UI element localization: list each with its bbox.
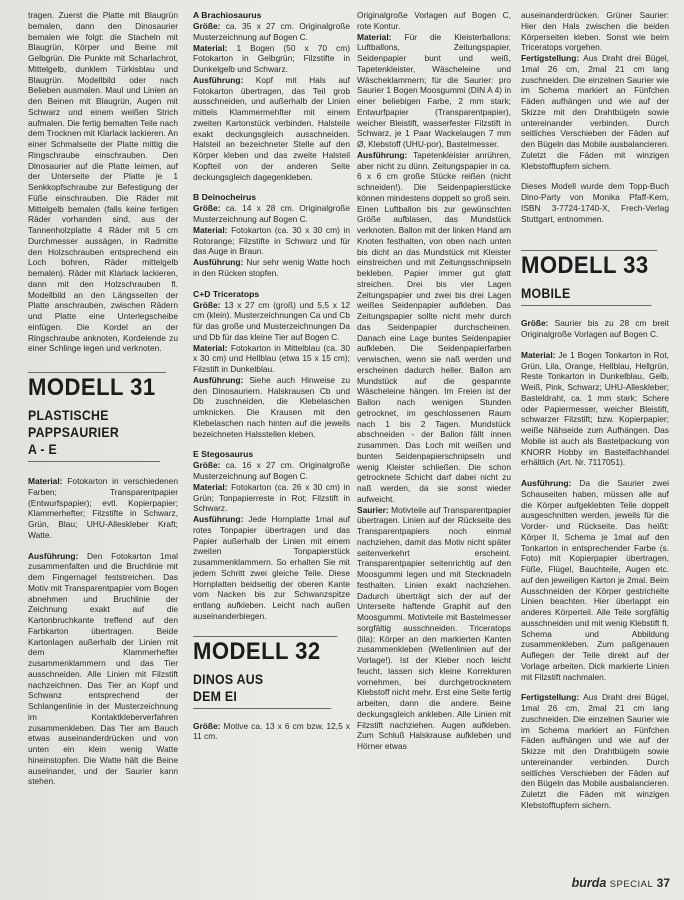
section-title: E Stegosaurus (193, 449, 254, 460)
text: ca. 35 x 27 cm. Originalgroße Musterzeichnung auf Bogen C. (193, 21, 351, 42)
modell-subtitle: DEM EI (193, 688, 331, 709)
modell-subtitle: PAPPSAURIER (28, 424, 119, 440)
text: Nur sehr wenig Watte hoch in den Rücken stopfen. (193, 257, 351, 278)
size-paragraph (193, 721, 350, 743)
modell-title: MODELL 31 (28, 372, 166, 401)
section-title: C+D Triceratops (193, 288, 260, 299)
section-title: B Deinocheirus (193, 192, 257, 203)
material-paragraph (193, 225, 350, 257)
instructions-paragraph (357, 150, 511, 505)
label: Größe: (193, 21, 221, 31)
label: Material: (521, 349, 556, 360)
column-2 (193, 10, 350, 752)
material-paragraph (28, 476, 178, 541)
page-number: 37 (656, 876, 670, 890)
size-paragraph (193, 21, 350, 43)
text: Fotokarton (ca. 30 x 30 cm) in Rotorange; Filzstifte in Schwarz und für das Auge in Braun. (193, 224, 350, 257)
column-4 (521, 10, 669, 821)
text: Für die Kleisterballons: Luftballons, Zeitungspapier, Seidenpapier bunt und weiß, Tapetenkleister, Wäscheleine und Wäscheklammern; für die Saurier: pro Saurier 1 Bogen Moosgummi (DIN A 4) in einer beliebigen Farbe, 2 mm stark; Entwurfpapier (Transparentpapier), weicher Bleistift, wasserfester Filzstift in Schwarz, je 1 Paar Wackelaugen 7 mm Ø, Klebstoff (UHU-por), Bastelmesser. (357, 31, 512, 149)
brand-logo: burda (571, 876, 607, 890)
text: Kopf mit Hals auf Fotokarton übertragen, das Teil grob ausschneiden, und außerhalb der Linien mittels Klammermehfter mit einem zweiten Kartonstück verbinden. Halsteile exakt deckungsgleich ausschneiden. Halsteil an bezeichneter Stelle auf den Körper kleben und das zweite Halsteil Kopfteil von der anderen Seite deckungsgleich dagegenkleben. (193, 74, 350, 182)
label: Material: (28, 476, 63, 486)
modell-subtitle: DINOS AUS (193, 670, 264, 687)
instructions-paragraph (521, 478, 669, 682)
brand-special: SPECIAL (609, 879, 654, 890)
modell-subtitle: MOBILE (521, 285, 651, 306)
instructions-paragraph (193, 514, 350, 622)
label: Ausführung: (193, 257, 244, 267)
paragraph: tragen. Zuerst die Platte mit Blaugrün bemalen, dann den Dinosaurier bemalen wie folgt: die Stacheln mit Blaugrün, Körper und Beine mit Gelbgrün. Die Punkte mit Scharlachrot, Mittelgelb, dunklem Türkisblau und Blaugrün. Modellbild oder nach Belieben ausmalen. Maul und Linien an den Beinen mit Blaugrün, Augen mit Schwarz und einem weißen Strich aufmalen. Die fertig bemalten Teile nach dem Trocknen mit Klarlack lackieren. An einer Schmalseite der Platte mittig die Ringschraube einschrauben. Den Dinosaurier auf die Platte leimen, auf der Unterseite der Platte je 1 Senkkopfschraube zur Befestigung der Füße einschrauben. Die Räder mit Mittelgelb bemalen (falls keine fertigen Räder vorhanden sind, aus der Tannenholzplatte 4 Räder mit 5 cm Durchmesser aussägen, in Radmitte den Holzschrauben entsprechend ein Loch bohren, Räder mittelgelb bemalen). Räder mit Klarlack lackieren, dann mit den Holzschrauben fl. Modellbild an den Längsseiten der Platte anschrauben, zwischen Rädern und Platte eine Unterlegscheibe einfügen. Die Kordel an der Ringschraube anknoten, Kordelende zu einer Schlinge legen und verknoten. (28, 10, 178, 354)
column-3 (357, 10, 511, 752)
label: Ausführung: (193, 514, 244, 524)
modell-title: MODELL 32 (193, 636, 337, 665)
label: Material: (193, 224, 228, 235)
size-paragraph (521, 318, 669, 340)
size-paragraph (193, 203, 350, 225)
text: Motivteile auf Transparentpapier übertragen. Linien auf der Rückseite des Transparentpapiers noch einmal nachziehen, damit das Motiv nicht später seitenverkehrt erscheint. Transparentpapier seitenrichtig auf den Moosgummi legen und mit Stecknadeln festhalten. Linien exakt nachziehen. Dadurch überträgt sich der auf der Unterseite haftende Graphit auf den Moosgummi. Motivteile mit Bastelmesser sorgfältig ausschneiden. Triceratops (lila): Körper an den markierten Kanten zusammenkleben (Wellenlinien auf der Vorlage!). Ist der Kleber noch leicht feucht, lassen sich kleine Korrekturen vornehmen, bei durchgetrocknetem Klebstoff nicht mehr. Erst eine Seite fertig arbeiten, dann die andere. Beine deckungsgleich ankleben. Alle Linien mit Filzstift nachziehen. Augen aufkleben. Zum Schluß Halskrause aufkleben und Hörner etwas (357, 504, 511, 751)
label: Ausführung: (193, 374, 244, 385)
size-paragraph (193, 300, 350, 343)
text: Tapetenkleister anrühren, aber nicht zu dünn. Zeitungspapier in ca. 6 x 6 cm große Stücke reißen (nicht schneiden!). Die Seidenpapierstücke können mindestens doppelt so groß sein. Einen Luftballon bis zur gewünschten Größe aufblasen, das Mundstück verknoten. Ballon mit der linken Hand am Knoten festhalten, von oben nach unten bis dicht an das Mundstück mit Kleister einstreichen und mit Zeitungsschnipseln bekleben. Papier immer gut glatt streichen. Drei bis vier Lagen Zeitungspapier und zwei bis drei Lagen weißes Seidenpapier aufkleben. Das Zeitungspapier sollte nicht mehr durch das Seidenpapier durchscheinen. Danach eine Lage buntes Seidenpapier aufkleben. Die Seidenpapierfarben verwischen, wenn sie naß werden und erscheinen dadurch heller. Ballon am Mundstück auf die gespannte Wäscheleine hängen. Im Freien ist der Ballon nach wenigen Stunden getrocknet, im geschlossenen Raum nach 1 bis 2 Tagen. Mundstück abschneiden - der Ballon fällt innen zusammen. Das Loch mit weißen und bunten Seidenpapierschnipseln und wenig Kleister schließen. Die schon getrocknete Schicht darf dabei nicht zu naß werden, da sie sonst wieder aufweicht. (357, 149, 511, 504)
text: 13 x 27 cm (groß) und 5,5 x 12 cm (klein). Musterzeichnungen Ca und Cb für das große und Musterzeichnungen Da und Db für das kleine Tier auf Bogen C. (193, 299, 351, 342)
label: Material: (193, 481, 228, 492)
instructions-paragraph (193, 257, 350, 279)
label: Ausführung: (357, 149, 408, 160)
material-paragraph (521, 350, 669, 468)
label: Ausführung: (193, 74, 244, 85)
label: Saurier: (357, 504, 389, 515)
label: Größe: (193, 460, 221, 471)
label: Ausführung: (521, 478, 572, 488)
column-1 (28, 10, 178, 797)
text: Saurier bis zu 28 cm breit Originalgroße Vorlagen auf Bogen C. (521, 318, 669, 339)
modell-33-header (521, 250, 669, 306)
label: Material: (193, 42, 228, 53)
text: Jede Hornplatte 1mal auf rotes Tonpapier übertragen und das Papier außerhalb der Linien mit einem zweiten Tonpapierstück zusammenklammern. So erhalten Sie mit jedem Schritt zwei gleiche Teile. Diese Hornplatten beidseitig der oberen Kante vom Nacken bis zur Schwanzspitze entlang aufkleben. Leicht nach außen auseinanderbiegen. (193, 514, 351, 621)
text: Fotokarton (ca. 26 x 30 cm) in Grün; Tonpapierreste in Rot; Filzstift in Schwarz. (193, 481, 350, 514)
text: 1 Bogen (50 x 70 cm) Fotokarton in Gelbgrün; Filzstifte in Dunkelgelb und Schwarz. (193, 42, 351, 74)
finishing-paragraph (521, 53, 669, 171)
paragraph: auseinanderdrücken. Grüner Saurier: Hier den Hals zwischen die beiden Körperseiten kleben. Sonst wie beim Triceratops vorgehen. (521, 10, 669, 53)
text: ca. 16 x 27 cm. Originalgroße Musterzeichnung auf Bogen C. (193, 460, 351, 481)
text: Aus Draht drei Bügel, 1mal 26 cm, 2mal 21 cm lang zuschneiden. Die einzelnen Saurier wie im Schema markiert an Fünfchen Fäden aufhängen und wie auf der Skizze mit den Drahtbügeln sowie untereinander verbinden. Durch seitliches Verschieben der Fäden auf den Bügeln das Mobile ausbalancieren. Zuletzt die Fäden mit winzigen Klebstofftupfern sichern. (521, 53, 669, 171)
label: Größe: (193, 203, 221, 214)
finishing-paragraph (521, 692, 669, 810)
text: Da die Saurier zwei Schauseiten haben, müssen alle auf die Körper aufgeklebten Teile doppelt ausgeschnitten werden, jeweils für die Vorder- und Rückseite. Das heißt: Körper II, Schema je 1mal auf den Tonkarton in entsprechender Farbe (s. Foto) mit Kopierpapier übertragen, Füße, Flügel, Bauchteile, Augen etc. auf den jeweiligen Karton je 2mal. Beim Ausschneiden der Körper gestrichelte Linien beachten. Hier überlappt ein anderes Körperteil. Alle Teile sorgfältig ausschneiden und mit wenig Klebstift ft. Schema und Abbildung zusammenkleben. Zum paßgenauen Auflegen der Teile direkt auf der Vorlage arbeiten. Dick markierte Linien mit Filzstift nachmalen. (521, 478, 669, 682)
label: Größe: (521, 318, 549, 329)
credit-paragraph: Dieses Modell wurde dem Topp-Buch Dino-Party von Monika Pfaff-Kern, ISBN 3-7724-1740-X, Frech-Verlag Stuttgart, entnommen. (521, 181, 669, 224)
label: Fertigstellung: (521, 53, 580, 63)
label: Material: (193, 342, 228, 353)
modell-subtitle: PLASTISCHE (28, 407, 109, 423)
page-footer (572, 876, 670, 890)
text: Je 1 Bogen Tonkarton in Rot, Grün, Lila, Orange, Hellblau, Hellgrün, Reste Tonkarton in Dunkelblau, Gelb, Weiß, Pink, Schwarz; UHU-Alleskleber; Basteldraht, ca. 1 mm stark; Schere oder Papiermesser, weicher Bleistift, schwarzer Filzstift; bzw. Kopierpapier; weiße Nähseide zum Aufhängen. Das Mobile ist auch als Bastelpackung von KNORR Hobby im Bastelfachhandel erhältlich (Art. Nr. 7117051). (521, 349, 670, 468)
modell-title: MODELL 33 (521, 250, 657, 279)
instructions-paragraph (28, 551, 178, 788)
saurier-paragraph (357, 505, 511, 752)
label: Größe: (193, 299, 221, 310)
paragraph: Originalgroße Vorlagen auf Bogen C, rote Kontur. (357, 10, 511, 31)
text: Aus Draht drei Bügel, 1mal 26 cm, 2mal 21 cm lang zuschneiden. Die einzelnen Saurier wie im Schema markiert an Fünfchen Fäden aufhängen und wie auf der Skizze mit den Drahtbügeln sowie untereinander verbinden. Durch seitliches Verschieben der Fäden auf den Bügeln das Mobile ausbalancieren. Zuletzt die Fäden mit winzigen Klebstofftupfern sichern. (521, 692, 669, 810)
label: Material: (357, 31, 392, 42)
material-paragraph (357, 32, 511, 150)
text: Siehe auch Hinweise zu den Dinosauriern. Halskrausen Cb und Db zuschneiden, die Klebelaschen umknicken. Die Krausen mit den Klebelaschen nach hinten auf die jeweils bezeichneten Halsstellen kleben. (193, 374, 351, 439)
label: Ausführung: (28, 550, 79, 561)
size-paragraph (193, 460, 350, 482)
modell-subtitle: A - E (28, 441, 160, 462)
instructions-paragraph (193, 375, 350, 440)
text: ca. 14 x 28 cm. Originalgroße Musterzeichnung auf Bogen C. (193, 203, 351, 224)
label: Größe: (193, 720, 221, 731)
text: Motive ca. 13 x 6 cm bzw. 12,5 x 11 cm. (193, 720, 350, 742)
material-paragraph (193, 43, 350, 75)
material-paragraph (193, 343, 350, 375)
text: Fotokarton in Mittelblau (ca. 30 x 30 cm) und Hellblau (etwa 15 x 15 cm); Filzstift in Dunkelblau. (193, 342, 350, 374)
material-paragraph (193, 482, 350, 514)
modell-32-header (193, 636, 350, 709)
section-title: A Brachiosaurus (193, 10, 262, 20)
text: Fotokarton in verschiedenen Farben; Transparentpapier (Entwurfspapier); evtl. Kopierpapier; Klammerhefter; Filzstifte in Schwarz, Grün, Blau; UHU-Alleskleber Kraft; Watte. (28, 476, 178, 540)
text: Den Fotokarton 1mal zusammenfalten und die Bruchlinie mit dem Fingernagel feststreichen. Das Motiv mit Transparentpapier vom Bogen abnehmen und Bruchlinie der Zeichnung exakt auf die Kartonbruchkante treffend auf den Farbkarton übertragen. Beide Kartonlagen außerhalb der Linien mit dem Klammerhefter zusammenklammern und das Tier ausschneiden. Alle Linien mit Filzstift nachzeichnen. Das Tier an Kopf und Schwanz entsprechend der Schlangenlinie in der Musterzeichnung im Kontaktkleberverfahren zusammenkleben. Das Tier am Bauch etwas auseinanderdrücken und von unten ein klein wenig Watte hineinstopfen. Die Watte hält die Beine auseinander, und der Saurier kann stehen. (28, 550, 178, 787)
modell-31-header (28, 372, 178, 462)
label: Fertigstellung: (521, 692, 580, 703)
instructions-paragraph (193, 75, 350, 183)
